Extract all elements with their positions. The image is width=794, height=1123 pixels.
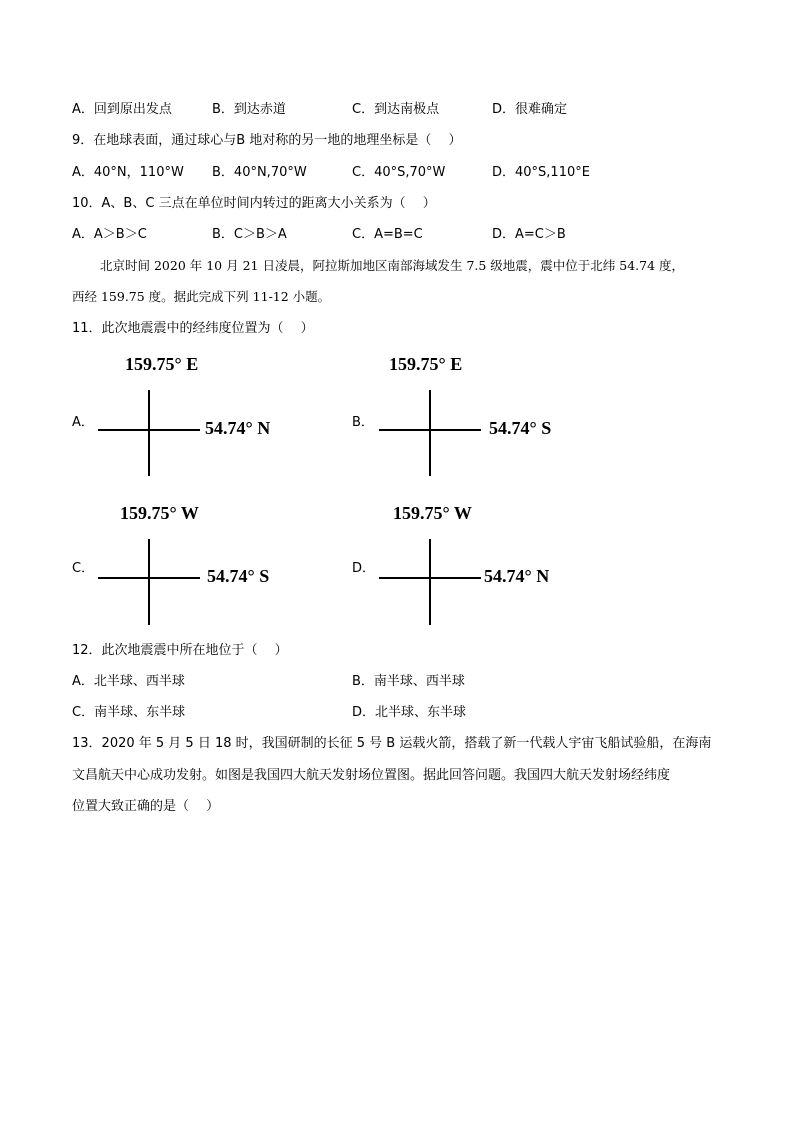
q10-option-d: D．A=C＞B <box>492 227 566 242</box>
q8-option-a: A．回到原出发点 <box>72 102 172 117</box>
passage-line-1: 北京时间 2020 年 10 月 21 日凌晨，阿拉斯加地区南部海域发生 7.5 级地震，震中位于北纬 54.74 度， <box>100 258 685 273</box>
q13-stem-line-1: 13．2020 年 5 月 5 日 18 时，我国研制的长征 5 号 B 运载火箭，搭载了新一代载人宇宙飞船试验船，在海南 <box>72 736 712 751</box>
q9-option-b: B．40°N,70°W <box>212 165 307 180</box>
q9-stem: 9．在地球表面，通过球心与B 地对称的另一地的地理坐标是（ ） <box>72 133 462 148</box>
q9-option-d: D．40°S,110°E <box>492 165 590 180</box>
q12-stem: 12．此次地震震中所在地位于（ ） <box>72 643 288 658</box>
q13-stem-line-3: 位置大致正确的是（ ） <box>72 799 220 814</box>
figure-b-longitude: 159.75° E <box>389 354 463 374</box>
q10-option-a: A．A＞B＞C <box>72 227 147 242</box>
figure-d-latitude: 54.74° N <box>484 566 550 586</box>
figure-c-longitude: 159.75° W <box>120 503 199 523</box>
q13-stem-line-2: 文昌航天中心成功发射。如图是我国四大航天发射场位置图。据此回答问题。我国四大航天发射场经纬度 <box>72 768 671 783</box>
figure-b-meridian-line <box>429 390 431 476</box>
figure-c-parallel-line <box>98 577 200 579</box>
figure-d-label: D． <box>352 561 376 576</box>
figure-b-parallel-line <box>379 429 481 431</box>
figure-c-label: C． <box>72 561 95 576</box>
figure-a-meridian-line <box>148 390 150 476</box>
figure-c-latitude: 54.74° S <box>207 566 270 586</box>
q11-stem: 11．此次地震震中的经纬度位置为（ ） <box>72 321 314 336</box>
q12-option-c: C．南半球、东半球 <box>72 705 186 720</box>
figure-a-parallel-line <box>98 429 200 431</box>
q8-option-d: D．很难确定 <box>492 102 568 117</box>
figure-c-meridian-line <box>148 539 150 625</box>
figure-d-parallel-line <box>379 577 481 579</box>
q9-option-a: A．40°N，110°W <box>72 165 184 180</box>
q10-option-b: B．C＞B＞A <box>212 227 287 242</box>
q12-option-b: B．南半球、西半球 <box>352 674 465 689</box>
figure-b-label: B． <box>352 415 374 430</box>
q8-option-b: B．到达赤道 <box>212 102 286 117</box>
figure-d-longitude: 159.75° W <box>393 503 472 523</box>
figure-a-label: A． <box>72 415 94 430</box>
figure-a-latitude: 54.74° N <box>205 418 271 438</box>
passage-line-2: 西经 159.75 度。据此完成下列 11-12 小题。 <box>72 289 331 304</box>
q9-option-c: C．40°S,70°W <box>352 165 446 180</box>
q10-stem: 10．A、B、C 三点在单位时间内转过的距离大小关系为（ ） <box>72 196 436 211</box>
figure-b-latitude: 54.74° S <box>489 418 552 438</box>
q12-option-a: A．北半球、西半球 <box>72 674 185 689</box>
q8-option-c: C．到达南极点 <box>352 102 440 117</box>
figure-d-meridian-line <box>429 539 431 625</box>
q12-option-d: D．北半球、东半球 <box>352 705 467 720</box>
figure-a-longitude: 159.75° E <box>125 354 199 374</box>
q10-option-c: C．A=B=C <box>352 227 423 242</box>
